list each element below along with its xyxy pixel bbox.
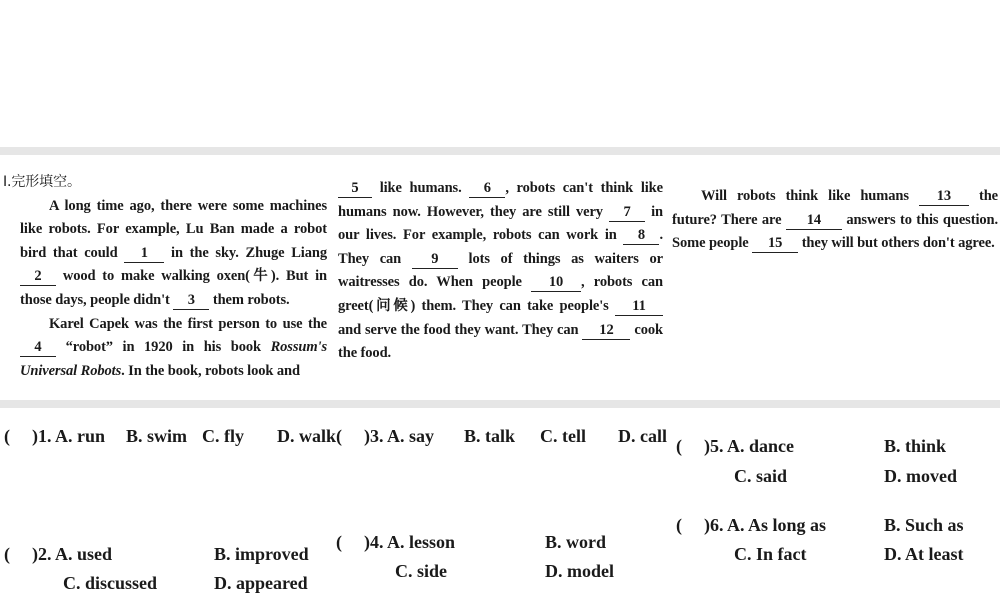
option-1c[interactable]: C. fly	[202, 426, 244, 446]
blank-8[interactable]: 8	[623, 226, 659, 245]
blank-4[interactable]: 4	[20, 338, 56, 357]
passage-column-1	[0, 155, 332, 400]
answer-paren[interactable]: (	[676, 515, 682, 535]
blank-5[interactable]: 5	[338, 179, 372, 198]
blank-2[interactable]: 2	[20, 267, 56, 286]
answer-paren[interactable]: (	[676, 436, 682, 456]
blank-11[interactable]: 11	[615, 297, 663, 316]
option-1d[interactable]: D. walk	[277, 426, 337, 446]
blank-13[interactable]: 13	[919, 187, 969, 206]
answer-paren[interactable]: (	[4, 544, 10, 564]
blank-7[interactable]: 7	[609, 203, 645, 222]
separator-top	[0, 147, 1000, 155]
blank-10[interactable]: 10	[531, 273, 581, 292]
option-2c[interactable]: C. discussed	[63, 573, 158, 593]
option-6d[interactable]: D. At least	[884, 544, 964, 564]
option-6b[interactable]: B. Such as	[884, 515, 964, 535]
paragraph-3: 5 like humans. 6 , robots can't think like humans now. However, they are still very 7 in our lives. For example, robots can work in 8 . They can 9 lots of things as waiters or waitresses do. When people 10 , robots can greet(问候) them. They can take people's 11 and serve the food they want. They can 12 cook the food.	[338, 180, 664, 362]
paragraph-2: Karel Capek was the first person to use the 4 “robot” in 1920 in his book Rossum's Universal Robots. In the book, robots look and	[20, 315, 327, 379]
passage-column-3	[670, 155, 1000, 400]
option-3b[interactable]: B. talk	[464, 426, 516, 446]
book-title: Rossum's Universal Robots	[20, 339, 327, 379]
option-3d[interactable]: D. call	[618, 426, 667, 446]
separator-middle	[0, 400, 1000, 408]
blank-15[interactable]: 15	[752, 234, 798, 253]
option-6c[interactable]: C. In fact	[734, 544, 807, 564]
question-2[interactable]: ( )2. A. used	[4, 544, 113, 564]
option-2d[interactable]: D. appeared	[214, 573, 308, 593]
blank-3[interactable]: 3	[173, 291, 209, 310]
blank-6[interactable]: 6	[469, 179, 505, 198]
option-5d[interactable]: D. moved	[884, 466, 957, 486]
questions-column-2	[336, 408, 666, 600]
question-4[interactable]: ( )4. A. lesson	[336, 532, 456, 552]
option-4d[interactable]: D. model	[545, 561, 614, 581]
option-1b[interactable]: B. swim	[126, 426, 188, 446]
question-3[interactable]: ( )3. A. say	[336, 426, 435, 446]
option-5b[interactable]: B. think	[884, 436, 947, 456]
blank-1[interactable]: 1	[124, 244, 164, 263]
blank-14[interactable]: 14	[786, 211, 842, 230]
option-4c[interactable]: C. side	[395, 561, 448, 581]
questions-column-3	[670, 408, 1000, 600]
option-3c[interactable]: C. tell	[540, 426, 586, 446]
option-5c[interactable]: C. said	[734, 466, 788, 486]
answer-paren[interactable]: (	[336, 426, 342, 446]
question-1[interactable]: ( )1. A. run	[4, 426, 106, 446]
questions-column-1	[0, 408, 337, 600]
question-6[interactable]: ( )6. A. As long as	[676, 515, 827, 535]
answer-paren[interactable]: (	[4, 426, 10, 446]
question-5[interactable]: ( )5. A. dance	[676, 436, 794, 456]
blank-12[interactable]: 12	[582, 321, 630, 340]
paragraph-4: Will robots think like humans 13 the future? There are 14 answers to this question. Some people 15 they will but others don't agree.	[672, 188, 999, 252]
paragraph-1: A long time ago, there were some machines like robots. For example, Lu Ban made a robot bird that could 1 in the sky. Zhuge Liang 2 wood to make walking oxen(牛). But in those days, people didn't 3 them robots.	[20, 197, 327, 308]
option-2b[interactable]: B. improved	[214, 544, 309, 564]
option-4b[interactable]: B. word	[545, 532, 607, 552]
answer-paren[interactable]: (	[336, 532, 342, 552]
section-title: Ⅰ.完形填空。	[3, 174, 81, 190]
passage-column-2	[336, 155, 666, 400]
blank-9[interactable]: 9	[412, 250, 458, 269]
